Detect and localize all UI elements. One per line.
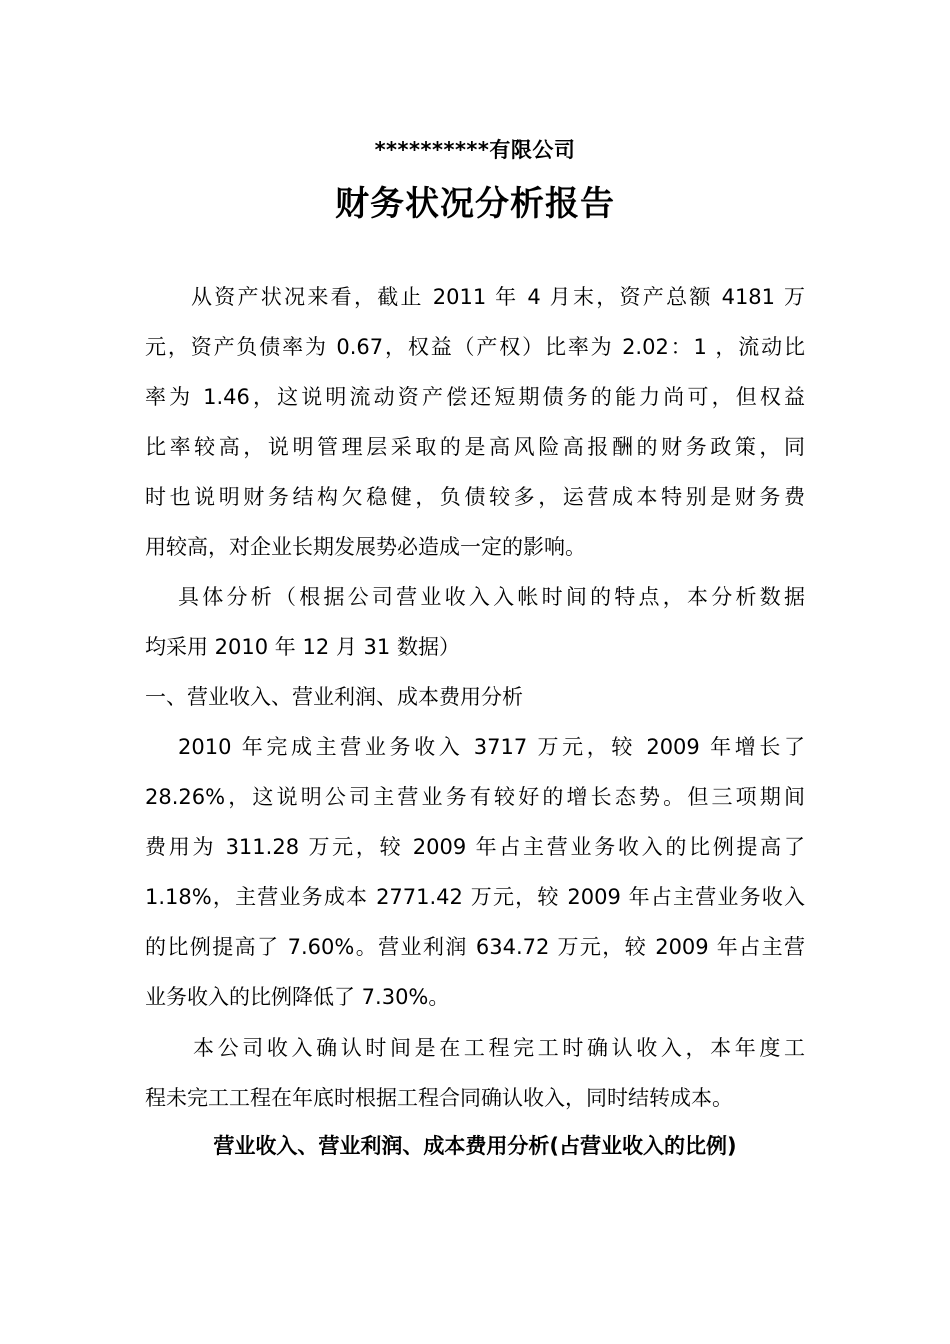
- text-line: 程未完工工程在年底时根据工程合同确认收入，同时结转成本。: [145, 1086, 733, 1110]
- text-line: 费用为 311.28 万元，较 2009 年占主营业务收入的比例提高了: [145, 835, 805, 859]
- text-line: 的比例提高了 7.60%。营业利润 634.72 万元，较 2009 年占主营: [145, 935, 805, 959]
- paragraph-revenue-recognition: [145, 1023, 805, 1123]
- text-line: 元，资产负债率为 0.67，权益（产权）比率为 2.02：1 ，流动比: [145, 335, 805, 359]
- text-line: 用较高，对企业长期发展势必造成一定的影响。: [145, 535, 586, 559]
- table-title: 营业收入、营业利润、成本费用分析(占营业收入的比例): [213, 1134, 737, 1158]
- paragraph-specific-analysis: [145, 572, 805, 672]
- text-line: 业务收入的比例降低了 7.30%。: [145, 985, 450, 1009]
- paragraph-revenue-analysis: [145, 722, 805, 1022]
- section-heading-1: [145, 672, 805, 722]
- text-line: 均采用 2010 年 12 月 31 数据）: [145, 635, 460, 659]
- text-line: 2010 年完成主营业务收入 3717 万元，较 2009 年增长了: [178, 735, 805, 759]
- text-line: 1.18%，主营业务成本 2771.42 万元，较 2009 年占主营业务收入: [145, 885, 805, 909]
- text-line: 比率较高，说明管理层采取的是高风险高报酬的财务政策，同: [145, 435, 805, 459]
- text-line: 28.26%，这说明公司主营业务有较好的增长态势。但三项期间: [145, 785, 805, 809]
- report-title: 财务状况分析报告: [335, 184, 615, 224]
- text-line: 率为 1.46，这说明流动资产偿还短期债务的能力尚可，但权益: [145, 385, 805, 409]
- company-name: **********有限公司: [374, 138, 576, 162]
- text-line: 具体分析（根据公司营业收入入帐时间的特点，本分析数据: [178, 585, 805, 609]
- paragraph-asset-overview: [145, 272, 805, 572]
- section-heading-text: 一、营业收入、营业利润、成本费用分析: [145, 685, 523, 709]
- text-line: 本公司收入确认时间是在工程完工时确认收入，本年度工: [193, 1036, 805, 1060]
- text-line: 从资产状况来看，截止 2011 年 4 月末，资产总额 4181 万: [191, 285, 805, 309]
- text-line: 时也说明财务结构欠稳健，负债较多，运营成本特别是财务费: [145, 485, 805, 509]
